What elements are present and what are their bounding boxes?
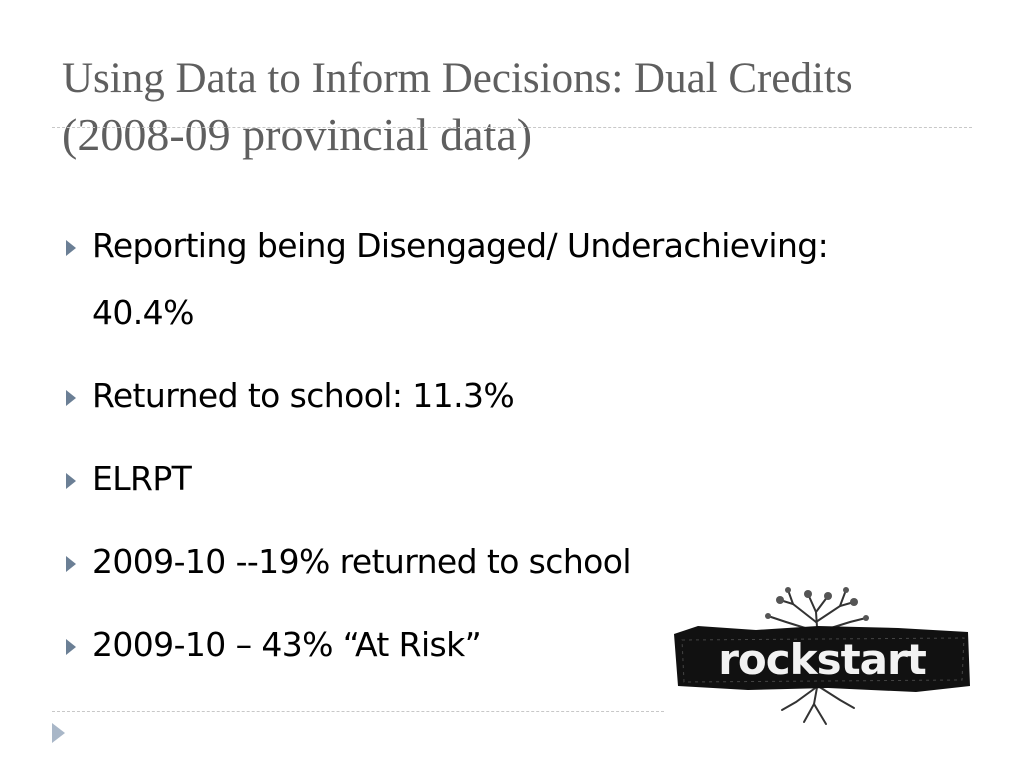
bullet-text: Returned to school: 11.3% [92, 376, 515, 415]
title-subtitle: (2008-09 provincial data) [62, 109, 533, 160]
bullet-disengaged [62, 212, 962, 346]
logo-text: rockstart [718, 635, 926, 684]
bullet-arrow-icon [66, 390, 76, 406]
bullet-arrow-icon [66, 556, 76, 572]
bullet-text: ELRPT [92, 459, 192, 498]
bullet-text: 2009-10 – 43% “At Risk” [92, 625, 482, 664]
bullet-value: 40.4% [92, 293, 194, 332]
bullet-text: 2009-10 --19% returned to school [92, 542, 631, 581]
bullet-arrow-icon [66, 240, 76, 256]
title-divider [52, 127, 972, 128]
footer-divider [52, 711, 664, 712]
bullet-text: Reporting being Disengaged/ Underachieving: [92, 226, 829, 265]
bullet-returned [62, 362, 962, 429]
bullet-arrow-icon [66, 473, 76, 489]
slide-title [62, 52, 962, 166]
rockstart-logo [668, 582, 974, 732]
title-main: Using Data to Inform Decisions: Dual Credits [62, 55, 853, 102]
bullet-arrow-icon [66, 639, 76, 655]
slide-nav-arrow-icon[interactable] [52, 723, 65, 743]
tree-icon [668, 582, 974, 732]
bullet-elrpt [62, 445, 962, 512]
